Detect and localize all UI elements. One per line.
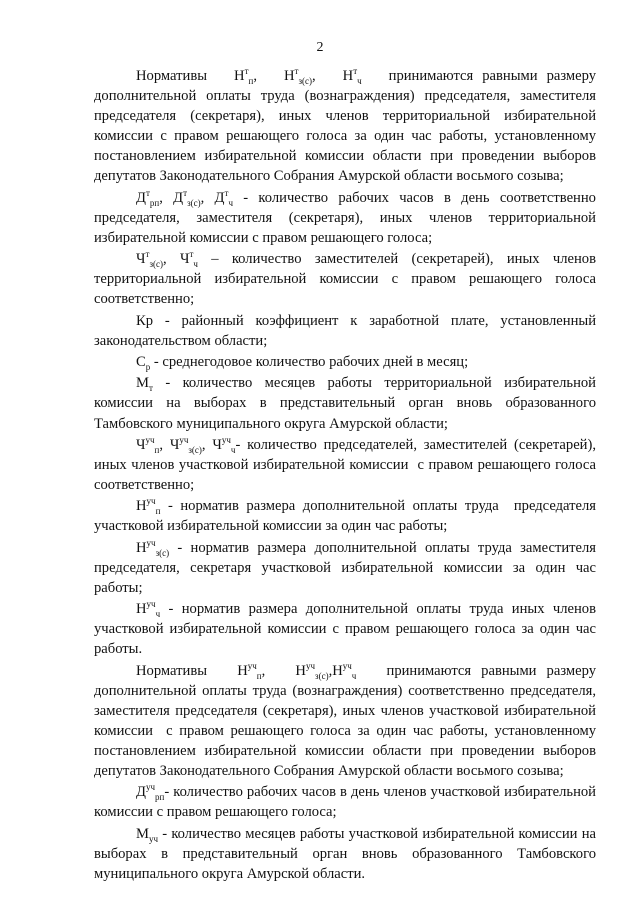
paragraph-5: $С_р$ - среднегодовое количество рабочих дней в месяц; [136, 354, 469, 372]
paragraph-10: $Н^{уч}_ч$ - норматив размера дополнительной оплаты труда иных членов участковой избирательной комиссии с правом решающего голоса за один час работы. [94, 599, 596, 658]
page-number: 2 [316, 40, 324, 55]
paragraph-6: $М_т$ - количество месяцев работы территориальной избирательной комиссии на выборах в представительный орган вновь образованного Тамбовского муниципального округа Амурской области; [94, 375, 596, 432]
paragraph-4: Кр - районный коэффициент к заработной плате, установленный законодательством области; [94, 312, 596, 349]
paragraph-3: $Ч^т_{з(с)}$, $Ч^т_ч$ – количество заместителей (секретарей), иных членов территориальной избирательной комиссии с правом решающего голоса соответственно; [94, 249, 596, 308]
paragraph-8: $Н^{уч}_п$ - норматив размера дополнительной оплаты труда председателя участковой избирательной комиссии за один час работы; [94, 496, 596, 535]
paragraph-12: $Д^{уч}_{рп}-$ количество рабочих часов в день членов участковой избирательной комиссии с правом решающего голоса; [94, 782, 596, 821]
paragraph-13: $М_{уч}$ - количество месяцев работы участковой избирательной комиссии на выборах в представительный орган вновь образованного Тамбовского муниципального округа Амурской области. [94, 825, 596, 882]
document-body [94, 66, 596, 885]
paragraph-1: Нормативы $Н^т_п$, $Н^т_{з(с)}$, $Н^т_ч$ принимаются равными размеру дополнительной оплаты труда (вознаграждения) председателя, заместителя председателя (секретаря), иных членов территориальной избирательной комиссии с правом решающего голоса за один час работы, установленному постановлением избирательной комиссии области при проведении выборов депутатов Законодательного Собрания Амурской области восьмого созыва; [94, 66, 597, 185]
paragraph-7: $Ч^{уч}_п$, $Ч^{уч}_{з(с)}$, $Ч^{уч}_ч-$ количество председателей, заместителей (секретарей), иных членов участковой избирательной комиссии с правом решающего голоса соответственно; [94, 434, 596, 493]
paragraph-2: $Д^т_{рп}$, $Д^т_{з(с)}$, $Д^т_ч$ - количество рабочих часов в день соответственно председателя, заместителя (секретаря), иных членов территориальной избирательной комиссии с правом решающего голоса; [94, 187, 596, 246]
paragraph-9: $Н^{уч}_{з(с)}$ - норматив размера дополнительной оплаты труда заместителя председателя, секретаря участковой избирательной комиссии за один час работы; [94, 537, 596, 596]
paragraph-11: Нормативы $Н^{уч}_п$, $Н^{уч}_{з(с)},Н^{уч}_ч$ принимаются равными размеру дополнительной оплаты труда (вознаграждения) соответственно председателя, заместителя председателя (секретаря), иных членов участковой избирательной комиссии с правом решающего голоса за один час работы, установленному постановлением избирательной комиссии области при проведении выборов депутатов Законодательного Собрания Амурской области восьмого созыва; [94, 660, 596, 780]
